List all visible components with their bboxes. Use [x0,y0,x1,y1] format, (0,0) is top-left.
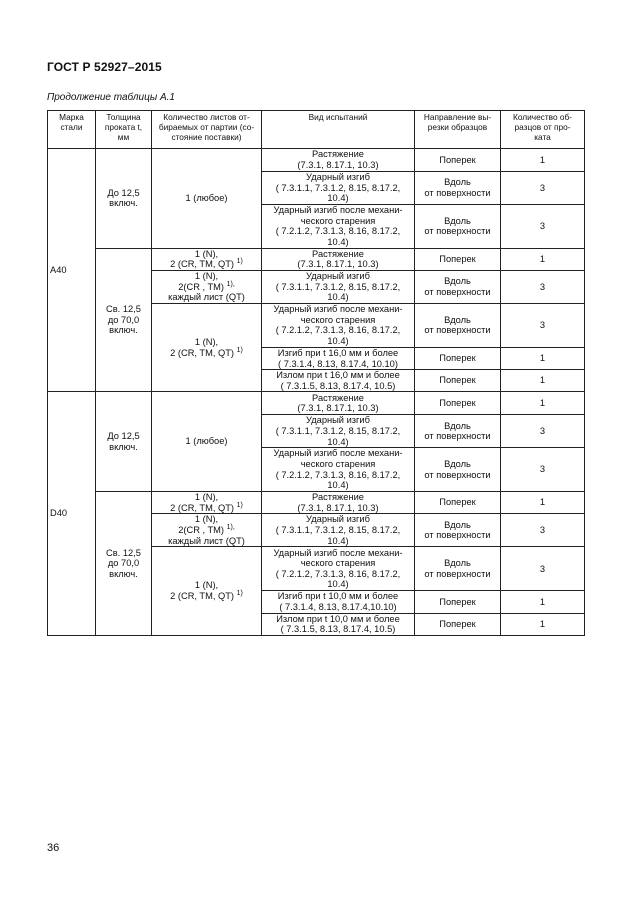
footnote-mark: 1) [236,258,243,266]
header-cell: Направление вы- резки образцов [415,111,501,149]
specimen-count-cell: 1 [501,492,585,514]
test-type-cell: Ударный изгиб ( 7.3.1.1, 7.3.1.2, 8.15, 8.17.2, 10.4) [262,415,415,448]
specimen-count-cell: 1 [501,149,585,172]
specimen-count-cell: 3 [501,172,585,205]
table-header-row [48,111,585,149]
table-row [48,492,585,514]
direction-cell: Поперек [415,492,501,514]
specimen-count-cell: 3 [501,514,585,547]
test-type-cell: Изгиб при t 10,0 мм и более ( 7.3.1.4, 8.13, 8.17.4,10.10) [262,591,415,613]
specimen-count-cell: 1 [501,613,585,635]
specimen-count-cell: 1 [501,347,585,369]
direction-cell: Поперек [415,613,501,635]
footnote-mark: 1) [236,501,243,509]
footnote-mark: 1), [226,523,235,531]
test-type-cell: Ударный изгиб ( 7.3.1.1, 7.3.1.2, 8.15, 8.17.2, 10.4) [262,172,415,205]
test-type-cell: Растяжение (7.3.1, 8.17.1, 10.3) [262,149,415,172]
thickness-cell: Св. 12,5 до 70,0 включ. [96,248,152,392]
footnote-mark: 1), [226,280,235,288]
sheet-quantity-cell: 1 (N), 2(CR , TM) $^{1),}$ каждый лист (QT) [152,270,262,303]
direction-cell: Вдоль от поверхности [415,204,501,248]
direction-cell: Поперек [415,591,501,613]
direction-cell: Поперек [415,149,501,172]
sheet-quantity-cell: 1 (N), 2 (CR, TM, QT) $^{1)}$ [152,547,262,635]
test-type-cell: Ударный изгиб после механи- ческого старения ( 7.2.1.2, 7.3.1.3, 8.16, 8.17.2, 10.4) [262,448,415,492]
thickness-cell: До 12,5 включ. [96,149,152,249]
specimen-count-cell: 3 [501,415,585,448]
specimen-count-cell: 3 [501,204,585,248]
test-type-cell: Ударный изгиб после механи- ческого старения ( 7.2.1.2, 7.3.1.3, 8.16, 8.17.2, 10.4) [262,303,415,347]
table-body [48,149,585,636]
direction-cell: Поперек [415,370,501,392]
direction-cell: Поперек [415,347,501,369]
sheet-quantity-cell: 1 (N), 2 (CR, TM, QT) $^{1)}$ [152,492,262,514]
direction-cell: Поперек [415,248,501,270]
steel-grade-cell: А40 [48,149,96,392]
sheet-quantity-cell: 1 (N), 2(CR , TM) $^{1),}$ каждый лист (QT) [152,514,262,547]
specimen-count-cell: 1 [501,370,585,392]
table-row [48,392,585,415]
specimen-count-cell: 1 [501,392,585,415]
table-row [48,149,585,172]
page-number: 36 [47,842,60,854]
sheet-quantity-cell: 1 (любое) [152,149,262,249]
header-cell: Вид испытаний [262,111,415,149]
direction-cell: Вдоль от поверхности [415,415,501,448]
specimen-count-cell: 1 [501,248,585,270]
direction-cell: Вдоль от поверхности [415,547,501,591]
specimen-table [47,110,585,636]
test-type-cell: Ударный изгиб после механи- ческого старения ( 7.2.1.2, 7.3.1.3, 8.16, 8.17.2, 10.4) [262,204,415,248]
footnote-mark: 1) [236,346,243,354]
test-type-cell: Излом при t 16,0 мм и более ( 7.3.1.5, 8.13, 8.17.4, 10.5) [262,370,415,392]
test-type-cell: Растяжение (7.3.1, 8.17.1, 10.3) [262,392,415,415]
table-row [48,248,585,270]
specimen-count-cell: 1 [501,591,585,613]
direction-cell: Вдоль от поверхности [415,448,501,492]
sheet-quantity-cell: 1 (любое) [152,392,262,492]
direction-cell: Вдоль от поверхности [415,270,501,303]
document-header: ГОСТ Р 52927–2015 [47,60,162,74]
header-cell: Количество листов от- бираемых от партии (со- стояние поставки) [152,111,262,149]
footnote-mark: 1) [236,589,243,597]
direction-cell: Вдоль от поверхности [415,303,501,347]
specimen-count-cell: 3 [501,270,585,303]
sheet-quantity-cell: 1 (N), 2 (CR, TM, QT) $^{1)}$ [152,248,262,270]
test-type-cell: Ударный изгиб ( 7.3.1.1, 7.3.1.2, 8.15, 8.17.2, 10.4) [262,514,415,547]
test-type-cell: Растяжение (7.3.1, 8.17.1, 10.3) [262,248,415,270]
header-cell: Количество об- разцов от про- ката [501,111,585,149]
header-cell: Толщина проката t, мм [96,111,152,149]
direction-cell: Поперек [415,392,501,415]
direction-cell: Вдоль от поверхности [415,514,501,547]
header-cell: Марка стали [48,111,96,149]
table-caption: Продолжение таблицы А.1 [47,92,175,103]
specimen-count-cell: 3 [501,448,585,492]
test-type-cell: Ударный изгиб после механи- ческого старения ( 7.2.1.2, 7.3.1.3, 8.16, 8.17.2, 10.4) [262,547,415,591]
test-type-cell: Ударный изгиб ( 7.3.1.1, 7.3.1.2, 8.15, 8.17.2, 10.4) [262,270,415,303]
direction-cell: Вдоль от поверхности [415,172,501,205]
test-type-cell: Излом при t 10,0 мм и более ( 7.3.1.5, 8.13, 8.17.4, 10.5) [262,613,415,635]
test-type-cell: Растяжение (7.3.1, 8.17.1, 10.3) [262,492,415,514]
specimen-count-cell: 3 [501,547,585,591]
sheet-quantity-cell: 1 (N), 2 (CR, TM, QT) $^{1)}$ [152,303,262,391]
steel-grade-cell: D40 [48,392,96,635]
thickness-cell: До 12,5 включ. [96,392,152,492]
specimen-count-cell: 3 [501,303,585,347]
test-type-cell: Изгиб при t 16,0 мм и более ( 7.3.1.4, 8.13, 8.17.4, 10.10) [262,347,415,369]
thickness-cell: Св. 12,5 до 70,0 включ. [96,492,152,636]
